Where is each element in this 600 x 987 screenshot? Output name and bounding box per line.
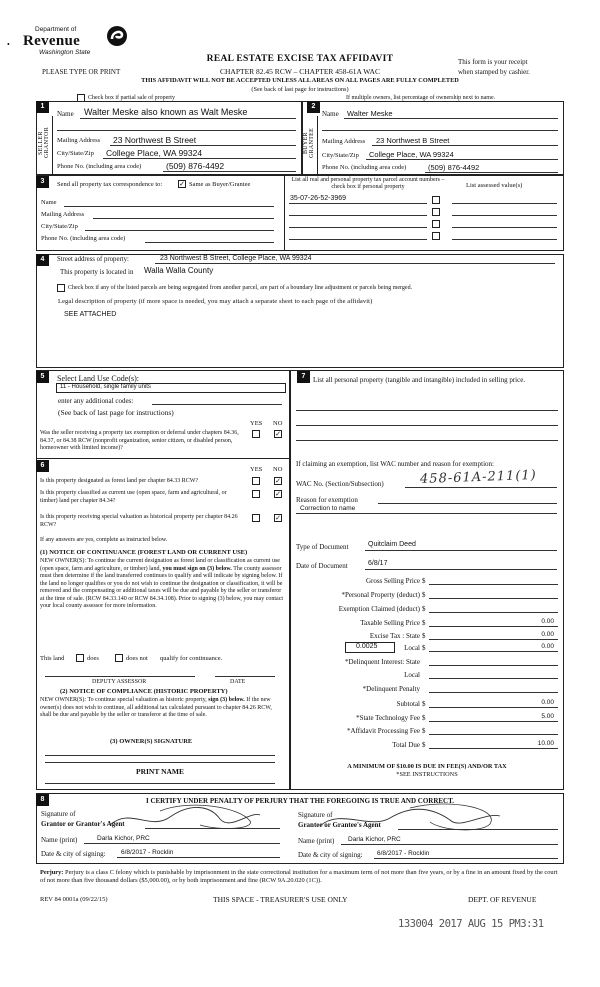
- segregated-checkbox[interactable]: [57, 284, 65, 292]
- fee-line: [429, 748, 558, 749]
- fee-label: Excise Tax : State: [369, 632, 420, 640]
- s6-yes-header: YES: [250, 466, 263, 473]
- s5-yes-header: YES: [250, 420, 263, 427]
- land-use-value: 11 - Household, single family units: [60, 384, 151, 390]
- s6-no-header: NO: [273, 466, 283, 473]
- fee-row: [296, 727, 558, 739]
- fee-line: [429, 678, 558, 679]
- same-as-buyer-label: Same as Buyer/Grantee: [189, 181, 251, 188]
- seller-city-line: [103, 158, 296, 159]
- seller-phone-line: [163, 171, 296, 172]
- fee-line: [429, 665, 558, 666]
- s5-yes-checkbox[interactable]: [252, 430, 260, 438]
- notice1-bold: you must sign on (3) below.: [162, 565, 232, 572]
- fee-label: *Affidavit Processing Fee: [347, 727, 420, 735]
- personal-property-line-2: [296, 425, 558, 426]
- fee-label: Taxable Selling Price: [360, 619, 420, 627]
- buyer-grantee-label: BUYER GRANTEE: [303, 127, 315, 159]
- fee-value[interactable]: 0.00: [541, 643, 554, 650]
- fee-line: [429, 626, 558, 627]
- perjury-bold: Perjury:: [40, 869, 64, 876]
- personal-property-line-3: [296, 440, 558, 441]
- same-as-buyer-checkbox[interactable]: ✓: [179, 180, 185, 188]
- this-land-label: This land: [40, 655, 65, 662]
- rev-code: REV 84 0001a (09/22/15): [40, 896, 108, 903]
- s5-no-header: NO: [273, 420, 283, 427]
- parcel-line-4: [289, 239, 427, 240]
- corr-name-line: [64, 206, 274, 207]
- notice-compliance-text: [40, 697, 280, 720]
- see-back: (See back of last page for instructions): [251, 86, 349, 93]
- owner-signature-line-2[interactable]: [45, 762, 275, 763]
- fee-line: [429, 612, 558, 613]
- section-2-number: 2: [307, 101, 320, 113]
- vertical-divider-1: [52, 116, 53, 175]
- doc-date-line: [365, 569, 557, 570]
- grantor-date-city-label: Date & city of signing:: [41, 850, 106, 858]
- buyer-phone-label: Phone No. (including area code): [322, 164, 407, 171]
- notice-continuance-title: (1) NOTICE OF CONTINUANCE (FOREST LAND OR CURRENT USE): [40, 549, 248, 556]
- fee-dollar: $: [422, 741, 426, 749]
- buyer-city-label: City/State/Zip: [322, 152, 359, 159]
- seller-phone-value[interactable]: (509) 876-4492: [166, 161, 225, 171]
- doc-date-value[interactable]: 6/8/17: [368, 560, 388, 567]
- fee-line: [429, 639, 558, 640]
- fee-dollar: $: [422, 577, 426, 585]
- seller-name-label: Name: [57, 110, 74, 118]
- does-not-label: does not: [126, 655, 148, 662]
- section-6-divider: [36, 458, 290, 459]
- assessed-line-2: [452, 215, 557, 216]
- fee-dollar: $: [422, 714, 426, 722]
- buyer-phone-line: [425, 172, 558, 173]
- fee-dollar: $: [422, 605, 426, 613]
- owner-signature-line-1[interactable]: [45, 755, 275, 756]
- logo-dept-small: Department of: [35, 26, 77, 33]
- land-use-select[interactable]: [56, 383, 286, 393]
- doc-type-value[interactable]: Quitclaim Deed: [368, 541, 416, 548]
- grantee-date-city-line: [374, 858, 558, 859]
- perjury-notice: [40, 869, 562, 885]
- assessor-date-label: DATE: [230, 679, 246, 685]
- grantor-agent-label: Grantor or Grantor's Agent: [41, 820, 125, 828]
- dot-mark: •: [7, 40, 10, 49]
- seller-name-value[interactable]: Walter Meske also known as Walt Meske: [84, 107, 248, 117]
- doc-type-label: Type of Document: [296, 543, 349, 551]
- wac-label: WAC No. (Section/Subsection): [296, 480, 384, 488]
- reason-line-1: [378, 503, 557, 504]
- fee-label: Local: [404, 671, 420, 679]
- additional-codes-label: enter any additional codes:: [58, 397, 134, 405]
- section-1-number: 1: [36, 101, 49, 113]
- fee-row: [296, 644, 558, 656]
- q3-yes-checkbox[interactable]: [252, 514, 260, 522]
- section-3-divider: [284, 175, 285, 251]
- buyer-name-line-2: [322, 130, 558, 131]
- claim-exemption-label: If claiming an exemption, list WAC number and reason for exemption:: [296, 460, 494, 468]
- seller-city-value[interactable]: College Place, WA 99324: [106, 148, 203, 158]
- grantor-name-value[interactable]: Darla Kichor, PRC: [97, 835, 150, 842]
- section-3-number: 3: [36, 176, 49, 188]
- vertical-divider-2: [317, 116, 318, 175]
- fee-row: [296, 741, 558, 753]
- segregated-label: Check box if any of the listed parcels are being segregated from another parcel, are part of a boundary line adjustment or parcels being merged.: [68, 285, 413, 291]
- minimum-fee-note: A MINIMUM OF $10.00 IS DUE IN FEE(S) AND/OR TAX: [347, 763, 507, 770]
- does-label: does: [87, 655, 99, 662]
- buyer-phone-value[interactable]: (509) 876-4492: [428, 163, 480, 172]
- section-6-number: 6: [36, 460, 49, 472]
- s5-no-checkbox[interactable]: ✓: [275, 430, 281, 438]
- owner-signature-label: (3) OWNER(S) SIGNATURE: [110, 738, 193, 745]
- does-checkbox[interactable]: [76, 654, 84, 662]
- forest-land-question: Is this property designated as forest land per chapter 84.33 RCW?: [40, 478, 199, 484]
- fee-row: [296, 632, 558, 644]
- fee-label: Total Due: [392, 741, 420, 749]
- fee-line: [429, 707, 558, 708]
- notice2-bold: sign (3) below.: [208, 697, 245, 703]
- form-notice: THIS AFFIDAVIT WILL NOT BE ACCEPTED UNLESS ALL AREAS ON ALL PAGES ARE FULLY COMPLETED: [141, 77, 459, 84]
- multiple-owners-note: If multiple owners, list percentage of ownership next to name.: [346, 95, 496, 101]
- grantee-signature-icon: [310, 800, 510, 836]
- seller-city-label: City/State/Zip: [57, 150, 94, 157]
- grantor-sig-of-label: Signature of: [41, 810, 76, 818]
- cashier-stamp: 133004 2017 AUG 15 PM3:31: [398, 918, 544, 930]
- wac-line: [405, 487, 557, 488]
- corr-city-label: City/State/Zip: [41, 223, 78, 230]
- treasurer-use: THIS SPACE - TREASURER'S USE ONLY: [213, 895, 348, 904]
- fee-dollar: $: [422, 632, 426, 640]
- doc-type-line: [365, 550, 557, 551]
- assessed-line-4: [452, 239, 557, 240]
- parcel-header: List all real and personal property tax parcel account numbers – check box if personal property: [291, 177, 445, 190]
- qualify-label: qualify for continuance.: [160, 655, 223, 662]
- additional-codes-line: [152, 404, 282, 405]
- land-use-see-back: (See back of last page for instructions): [58, 408, 174, 417]
- seller-address-label: Mailing Address: [57, 137, 101, 144]
- fee-row: [296, 619, 558, 631]
- parcel-line-2: [289, 215, 427, 216]
- grantor-name-line: [84, 843, 280, 844]
- fee-label: *Delinquent Interest: State: [344, 658, 420, 666]
- see-instructions-note: *SEE INSTRUCTIONS: [396, 771, 458, 778]
- reason-exemption-label: Reason for exemption: [296, 496, 358, 504]
- logo-revenue: Revenue: [23, 33, 81, 49]
- fee-value[interactable]: 0.00: [541, 618, 554, 625]
- corr-phone-label: Phone No. (including area code): [41, 235, 126, 242]
- exemption-question: Was the seller receiving a property tax exemption or deferral under chapters 84.36, 84.37, or 84.38 RCW (nonprofit organization, senior citizen, or disabled person, homeowner with limited income)?: [40, 430, 239, 451]
- section-8-number: 8: [36, 794, 49, 806]
- notice2-text-a: NEW OWNER(S): To continue special valuation as historic property,: [40, 697, 207, 703]
- please-type: PLEASE TYPE OR PRINT: [42, 68, 121, 76]
- assessed-line-1: [452, 203, 557, 204]
- parcel-checkbox-2[interactable]: [432, 208, 440, 216]
- revenue-logo-icon: [105, 24, 129, 48]
- fee-line: [429, 734, 558, 735]
- form-subtitle: CHAPTER 82.45 RCW – CHAPTER 458-61A WAC: [220, 67, 380, 76]
- fee-row: [296, 605, 558, 617]
- q1-no-checkbox[interactable]: ✓: [275, 477, 281, 485]
- assessed-line-3: [452, 227, 557, 228]
- dept-of-revenue: DEPT. OF REVENUE: [468, 895, 537, 904]
- seller-phone-label: Phone No. (including area code): [57, 163, 142, 170]
- print-name-line[interactable]: [45, 783, 275, 784]
- fee-row: [296, 658, 558, 670]
- fee-value[interactable]: 10.00: [537, 740, 554, 747]
- grantor-date-city-line: [117, 857, 280, 858]
- fee-row: [296, 714, 558, 726]
- fee-label: *State Technology Fee: [356, 714, 420, 722]
- fee-row: [296, 591, 558, 603]
- fee-line: [429, 721, 558, 722]
- does-not-checkbox[interactable]: [115, 654, 123, 662]
- corr-phone-line: [145, 242, 274, 243]
- fee-line: [429, 692, 558, 693]
- street-address-line: [155, 263, 555, 264]
- street-address-value[interactable]: 23 Northwest B Street, College Place, WA 99324: [160, 255, 312, 262]
- grantee-name-value[interactable]: Darla Kichor, PRC: [348, 836, 401, 843]
- section-7-number: 7: [297, 371, 310, 383]
- reason-exemption-value[interactable]: Correction to name: [300, 505, 356, 512]
- logo-state: Washington State: [39, 49, 91, 56]
- reason-line-2: [296, 513, 557, 514]
- buyer-address-value[interactable]: 23 Northwest B Street: [376, 136, 450, 145]
- fee-dollar: $: [422, 644, 426, 652]
- q1-yes-checkbox[interactable]: [252, 477, 260, 485]
- seller-name-line: [80, 118, 296, 119]
- local-rate-value: 0.0025: [356, 643, 378, 650]
- partial-sale-label: Check box if partial sale of property: [88, 95, 175, 101]
- fee-dollar: $: [422, 591, 426, 599]
- q2-no-checkbox[interactable]: ✓: [275, 490, 281, 498]
- parcel-number-value[interactable]: 35-07-26-52-3969: [290, 195, 347, 202]
- buyer-name-label: Name: [322, 110, 339, 118]
- corr-name-label: Name: [41, 199, 57, 206]
- fee-line: [429, 598, 558, 599]
- fee-row: [296, 671, 558, 683]
- print-name-label: PRINT NAME: [136, 767, 184, 776]
- fee-label: *Personal Property (deduct): [341, 591, 420, 599]
- grantee-date-city-label: Date & city of signing:: [298, 851, 363, 859]
- fee-value[interactable]: 0.00: [541, 631, 554, 638]
- fee-dollar: $: [422, 700, 426, 708]
- fee-value[interactable]: 0.00: [541, 699, 554, 706]
- grantor-date-city-value[interactable]: 6/8/2017 - Rocklin: [121, 849, 174, 856]
- parcel-line-1: [289, 203, 427, 204]
- legal-description-value[interactable]: SEE ATTACHED: [64, 311, 117, 318]
- buyer-address-line: [372, 145, 558, 146]
- notice-continuance-text: [40, 558, 286, 611]
- form-title: REAL ESTATE EXCISE TAX AFFIDAVIT: [206, 54, 394, 64]
- send-correspondence-label: Send all property tax correspondence to:: [57, 181, 163, 188]
- seller-address-line: [110, 145, 296, 146]
- notice2-text-b: If the new owner(s) does not wish to continue, all additional tax calculated pursuant to chapter 84.26 RCW, shall be due and payable by the seller or transferor at the time of sale.: [40, 697, 272, 718]
- notice1-text-b: The county assessor must then determine if the land transferred continues to qualify and will indicate by signing below. If the land no longer qualifies or you do not wish to continue the designation or classification, it will be removed and the compensating or additional taxes will be due and payable by the seller or transferor at the time of sale. (RCW 84.33.140 or RCW 84.34.108). Prior to signing (3) below, you may contact your local county assessor for more information.: [40, 565, 284, 609]
- section-4-number: 4: [36, 254, 49, 266]
- buyer-address-label: Mailing Address: [322, 138, 366, 145]
- street-address-label: Street address of property:: [57, 256, 129, 263]
- dept-logo: [15, 22, 135, 58]
- notice1-text-a: NEW OWNER(S): To continue the current designation as forest land or classification as current use (open space, farm and agriculture, or timber) land,: [40, 558, 280, 572]
- fee-dollar: $: [422, 619, 426, 627]
- grantee-date-city-value[interactable]: 6/8/2017 - Rocklin: [377, 850, 430, 857]
- if-yes-note: If any answers are yes, complete as instructed below.: [40, 537, 168, 543]
- corr-address-label: Mailing Address: [41, 211, 85, 218]
- fee-label: Gross Selling Price: [365, 577, 420, 585]
- grantor-signature-icon: [100, 801, 270, 835]
- receipt-note-2: when stamped by cashier.: [458, 68, 530, 76]
- grantor-name-label: Name (print): [41, 836, 78, 844]
- deputy-assessor-label: DEPUTY ASSESSOR: [92, 679, 147, 685]
- personal-property-line-1: [296, 410, 558, 411]
- grantee-name-line: [341, 844, 558, 845]
- parcel-checkbox-1[interactable]: [432, 196, 440, 204]
- notice-compliance-title: (2) NOTICE OF COMPLIANCE (HISTORIC PROPERTY): [60, 688, 228, 695]
- fee-label: Subtotal: [396, 700, 420, 708]
- seller-grantor-label: SELLER GRANTOR: [38, 127, 50, 159]
- buyer-city-line: [366, 159, 558, 160]
- assessed-header: List assessed value(s): [466, 182, 523, 189]
- perjury-text: Perjury is a class C felony which is punishable by imprisonment in the state correctional institution for a maximum term of not more than five years, or by a fine in an amount fixed by the court of not more than five thousand dollars ($5,000.00), or by both imprisonment and fine (RCW 9A.20.020 (1C)).: [40, 869, 558, 884]
- assessor-date-line: [215, 676, 275, 677]
- fee-dollar: $: [422, 727, 426, 735]
- fee-label: Exemption Claimed (deduct): [338, 605, 420, 613]
- fee-row: [296, 700, 558, 712]
- q3-no-checkbox[interactable]: ✓: [275, 514, 281, 522]
- wac-value[interactable]: 458-61A-211(1): [419, 467, 537, 488]
- q2-yes-checkbox[interactable]: [252, 490, 260, 498]
- current-use-question: Is this property classified as current use (open space, farm and agricultural, or timber) land per chapter 84.34?: [40, 490, 227, 504]
- county-value[interactable]: Walla Walla County: [144, 266, 214, 275]
- land-use-label: Select Land Use Code(s):: [57, 374, 139, 383]
- corr-city-line: [85, 230, 274, 231]
- legal-description-label: Legal description of property (if more space is needed, you may attach a separate sheet to each page of the affidavit): [58, 298, 373, 305]
- parcel-line-3: [289, 227, 427, 228]
- section-5-number: 5: [36, 371, 49, 383]
- buyer-city-value[interactable]: College Place, WA 99324: [369, 150, 454, 159]
- fee-line: [429, 584, 558, 585]
- historic-question: Is this property receiving special valuation as historical property per chapter 84.26 RCW?: [40, 514, 238, 528]
- fee-label: *Delinquent Penalty: [362, 685, 420, 693]
- located-label: This property is located in: [60, 268, 134, 276]
- fee-row: [296, 685, 558, 697]
- parcel-checkbox-3[interactable]: [432, 220, 440, 228]
- parcel-checkbox-4[interactable]: [432, 232, 440, 240]
- corr-address-line: [93, 218, 274, 219]
- fee-row: [296, 577, 558, 589]
- grantee-agent-label: Grantee or Grantee's Agent: [298, 821, 381, 829]
- buyer-name-line: [344, 118, 558, 119]
- personal-property-label: List all personal property (tangible and intangible) included in selling price.: [313, 376, 526, 384]
- receipt-note-1: This form is your receipt: [458, 58, 528, 66]
- certify-statement: I CERTIFY UNDER PENALTY OF PERJURY THAT THE FOREGOING IS TRUE AND CORRECT.: [145, 797, 454, 805]
- buyer-name-value[interactable]: Walter Meske: [347, 109, 393, 118]
- seller-name-line-2: [57, 130, 296, 131]
- fee-value[interactable]: 5.00: [541, 713, 554, 720]
- grantee-sig-of-label: Signature of: [298, 811, 333, 819]
- seller-address-value[interactable]: 23 Northwest B Street: [113, 135, 197, 145]
- fee-line: [429, 651, 558, 652]
- doc-date-label: Date of Document: [296, 562, 348, 570]
- deputy-assessor-line: [45, 676, 195, 677]
- fee-label: Local: [404, 644, 420, 652]
- grantee-name-label: Name (print): [298, 837, 335, 845]
